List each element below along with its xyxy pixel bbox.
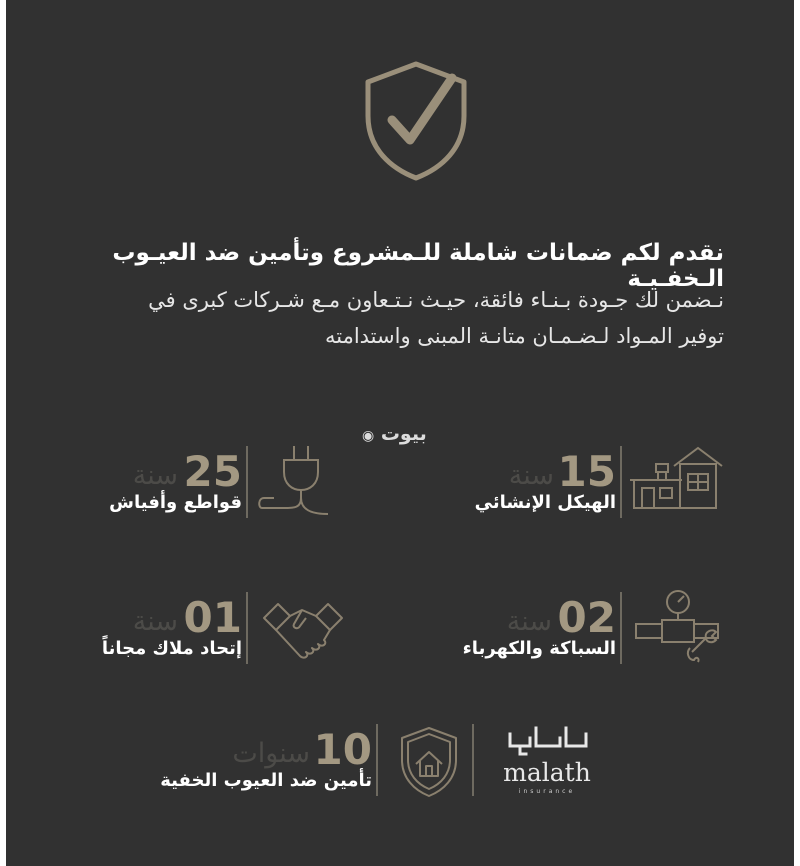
pipe-wrench-icon (632, 586, 724, 670)
watermark-text: بيوت (380, 423, 427, 445)
handshake-icon (260, 596, 346, 666)
stat-unit: سنة (506, 606, 552, 637)
stat-number: 10 (313, 725, 372, 774)
stat-label: السباكة والكهرباء (462, 638, 616, 659)
malath-name: malath (503, 758, 591, 787)
divider (620, 446, 622, 518)
infographic-panel (6, 0, 794, 866)
stat-structure (446, 448, 616, 528)
stat-unit: سنة (508, 460, 554, 491)
stat-label: إتحاد ملاك مجاناً (101, 638, 242, 659)
stat-hidden-defects (150, 726, 372, 806)
stat-number: 25 (183, 447, 242, 496)
watermark (360, 423, 427, 445)
divider (246, 592, 248, 664)
headline: نقدم لكم ضمانات شاملة للـمشروع وتأمين ضد العيـوب الـخفـيـة (112, 240, 724, 292)
divider (472, 724, 474, 796)
shield-check-icon (360, 58, 472, 182)
stat-unit: سنوات (232, 738, 310, 769)
divider (246, 446, 248, 518)
stat-label: تأمين ضد العيوب الخفية (160, 770, 372, 791)
body-line-2: توفير المـواد لـضـمـان متانـة المبنى واستدامته (324, 324, 724, 348)
stat-unit: سنة (132, 606, 178, 637)
malath-logo (500, 724, 594, 800)
divider (620, 592, 622, 664)
house-icon (628, 442, 726, 512)
watermark-icon: ◉ (362, 428, 375, 444)
stat-label: الهيكل الإنشائي (474, 492, 616, 513)
stat-switches (78, 448, 242, 528)
stat-plumbing (446, 594, 616, 674)
stat-number: 15 (557, 447, 616, 496)
divider (376, 724, 378, 796)
stat-label: قواطع وأفياش (109, 492, 242, 513)
malath-tagline: insurance (518, 788, 576, 795)
malath-arabic-logo (506, 724, 590, 758)
stat-owners-union (78, 594, 242, 674)
stat-number: 01 (183, 593, 242, 642)
plug-icon (254, 442, 334, 518)
stat-number: 02 (557, 593, 616, 642)
stat-unit: سنة (132, 460, 178, 491)
body-line-1: نـضمن لك جـودة بـنـاء فائقة، حيـث نـتـعاون مـع شـركات كبرى في (148, 288, 724, 312)
house-shield-icon (396, 724, 462, 798)
